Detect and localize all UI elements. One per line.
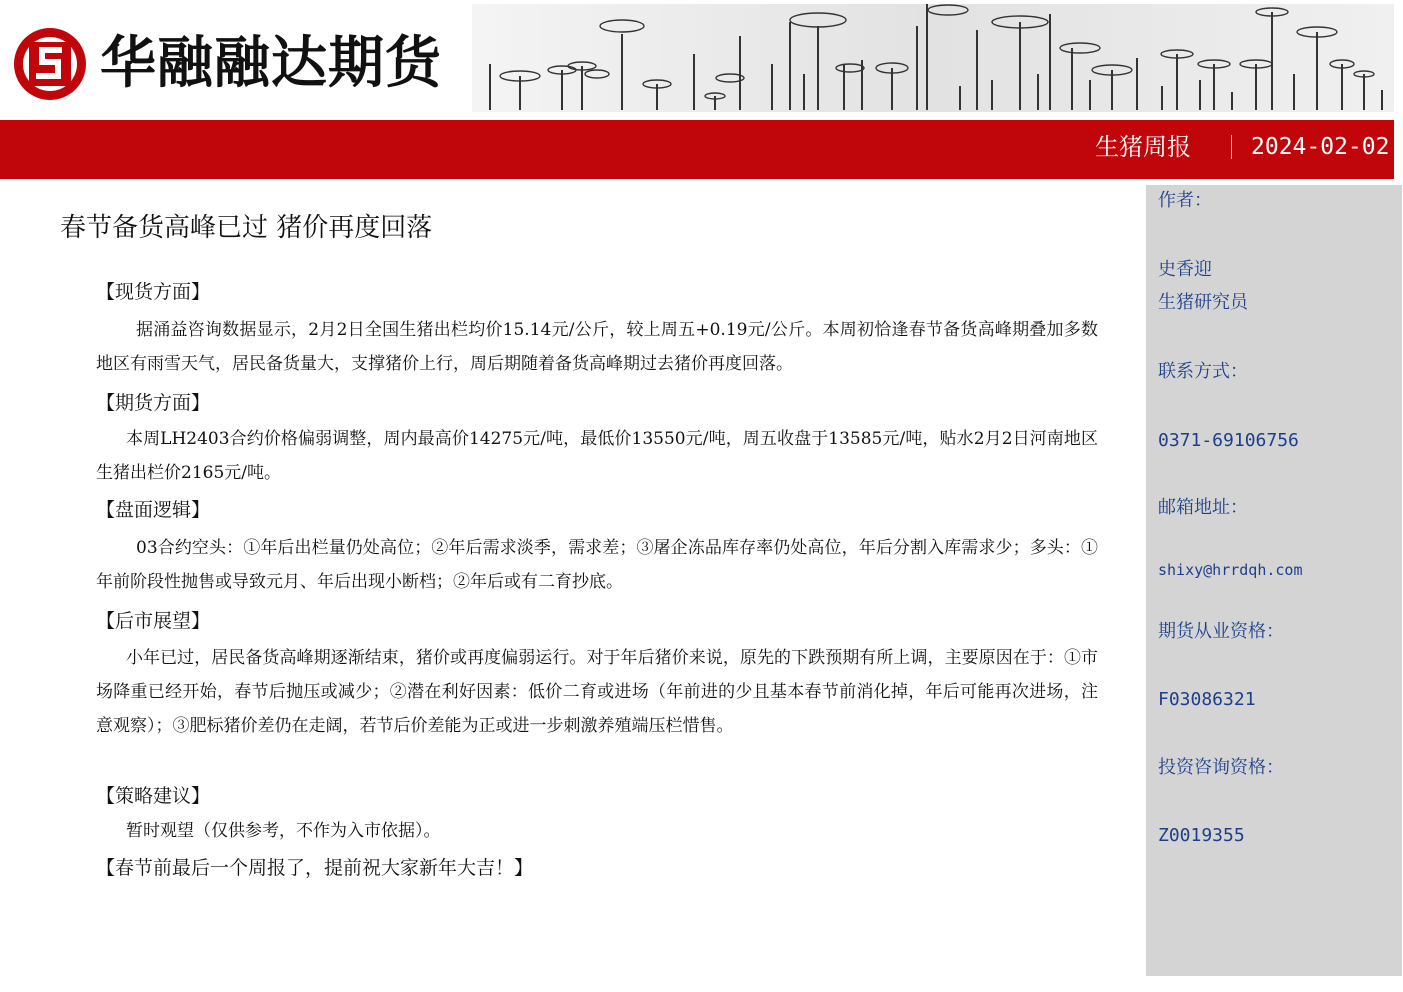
section-body: 03合约空头：①年后出栏量仍处高位；②年后需求淡季，需求差；③屠企冻品库存率仍处高位，年后分割入库需求少；多头：①年前阶段性抛售或导致元月、年后出现小断档；②年后或有二育抄底。 (96, 538, 1098, 592)
section-body: 暂时观望（仅供参考，不作为入市依据）。 (126, 821, 441, 841)
report-date: 2024-02-02 (1251, 134, 1390, 160)
header-divider (1231, 135, 1232, 159)
section-heading: 【现货方面】 (96, 281, 211, 303)
section-heading: 【期货方面】 (96, 392, 211, 414)
author-role: 生猪研究员 (1158, 292, 1248, 313)
section-heading: 【盘面逻辑】 (96, 499, 211, 521)
section-heading: 【后市展望】 (96, 610, 211, 632)
company-logo-icon (12, 26, 88, 102)
report-type: 生猪周报 (1095, 133, 1191, 161)
section-heading: 【策略建议】 (96, 785, 211, 807)
email-address[interactable]: shixy@hrrdqh.com (1158, 561, 1303, 579)
email-label: 邮箱地址： (1158, 497, 1248, 518)
company-logo (12, 26, 442, 102)
futures-cert-label: 期货从业资格： (1158, 621, 1284, 642)
company-name: 华融融达期货 (100, 31, 442, 96)
invest-cert-label: 投资咨询资格： (1158, 757, 1284, 778)
author-name: 史香迎 (1158, 259, 1212, 280)
contact-label: 联系方式： (1158, 361, 1248, 382)
section-body: 本周LH2403合约价格偏弱调整，周内最高价14275元/吨，最低价13550元/吨，周五收盘于13585元/吨，贴水2月2日河南地区生猪出栏价2165元/吨。 (96, 429, 1098, 483)
closing-note: 【春节前最后一个周报了，提前祝大家新年大吉！】 (96, 857, 534, 879)
phone-number: 0371-69106756 (1158, 430, 1299, 451)
author-label: 作者： (1158, 190, 1212, 211)
section-body: 小年已过，居民备货高峰期逐渐结束，猪价或再度偏弱运行。对于年后猪价来说，原先的下跌预期有所上调，主要原因在于：①市场降重已经开始，春节后抛压或减少；②潜在利好因素：低价二育或进场（年前进的少且基本春节前消化掉，年后可能再次进场，注意观察）；③肥标猪价差仍在走阔，若节后价差能为正或进一步刺激养殖端压栏惜售。 (96, 648, 1098, 736)
futures-cert-number: F03086321 (1158, 689, 1256, 710)
section-body: 据涌益咨询数据显示，2月2日全国生猪出栏均价15.14元/公斤，较上周五+0.19元/公斤。本周初恰逢春节备货高峰期叠加多数地区有雨雪天气，居民备货量大，支撑猪价上行，周后期随着备货高峰期过去猪价再度回落。 (96, 320, 1098, 374)
decorative-skyline-banner (472, 4, 1394, 112)
invest-cert-number: Z0019355 (1158, 825, 1245, 846)
article-title: 春节备货高峰已过 猪价再度回落 (60, 213, 433, 243)
